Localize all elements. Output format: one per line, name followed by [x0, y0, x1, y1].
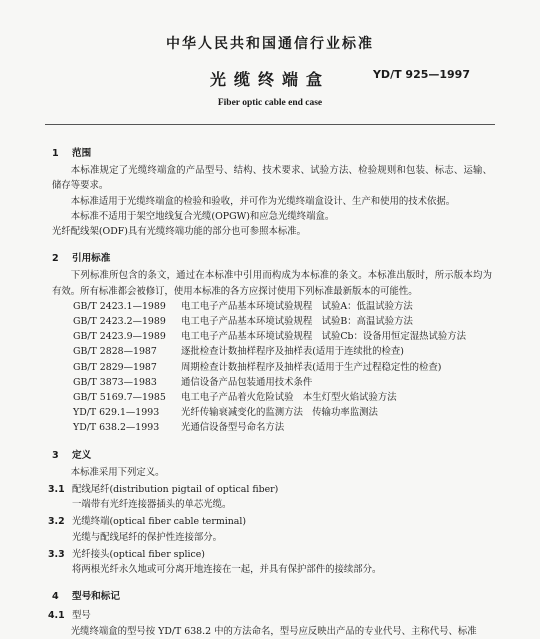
reference-code: GB/T 3873—1983 [73, 376, 157, 388]
reference-code: GB/T 2423.2—1989 [73, 316, 166, 328]
definition-term-text: 光纤接头(optical fiber splice) [72, 548, 205, 560]
section-title: 引用标准 [72, 253, 111, 265]
definition-number: 3.2 [48, 516, 65, 528]
reference-code: GB/T 2828—1987 [73, 346, 157, 358]
reference-item [52, 314, 492, 329]
section-title: 型号和标记 [72, 591, 120, 603]
section-3-heading [52, 448, 492, 463]
reference-item [52, 375, 492, 390]
definition-term-text: 光缆终端(optical fiber cable terminal) [72, 516, 246, 528]
reference-code: GB/T 5169.7—1985 [73, 392, 166, 404]
definition-body: 将两根光纤永久地或可分离开地连接在一起，并具有保护部件的接续部分。 [72, 564, 382, 576]
paragraph: 光纤配线架(ODF)具有光缆终端功能的部分也可参照本标准。 [52, 226, 307, 238]
reference-code: GB/T 2423.1—1989 [73, 300, 166, 312]
section-2-heading [52, 251, 492, 266]
subsection-number: 4.1 [48, 610, 65, 622]
definition-number: 3.3 [48, 548, 65, 560]
definition-term [48, 547, 492, 562]
reference-title: 电工电子产品基本环境试验规程 试验Cb：设备用恒定湿热试验方法 [181, 331, 467, 343]
definition-number: 3.1 [48, 484, 65, 496]
reference-code: YD/T 638.2—1993 [73, 422, 160, 434]
standard-organization: 中华人民共和国通信行业标准 [166, 36, 374, 52]
section-1-heading [52, 146, 492, 161]
reference-title: 电工电子产品基本环境试验规程 试验A：低温试验方法 [181, 300, 413, 312]
reference-item [52, 360, 492, 375]
title-row [0, 67, 540, 89]
subsection-heading [48, 608, 492, 623]
section-title: 范围 [72, 148, 92, 159]
reference-item [52, 390, 492, 405]
paragraph: 光缆终端盒的型号按 YD/T 638.2 中的方法命名，型号应反映出产品的专业代号、主称代号、标准 [70, 625, 477, 637]
paragraph: 下列标准所包含的条文，通过在本标准中引用而构成为本标准的条文。本标准出版时，所示版本均为有效。所有标准都会被修订，使用本标准的各方应探讨使用下列标准最新版本的可能性。 [52, 270, 492, 297]
reference-item [52, 420, 492, 435]
reference-title: 光纤传输衰减变化的监测方法 传输功率监测法 [181, 407, 378, 419]
reference-title: 逐批检查计数抽样程序及抽样表(适用于连续批的检查) [181, 346, 404, 358]
document-title-cn: 光缆终端盒 [209, 70, 330, 89]
definition-term [48, 514, 492, 529]
standard-code: YD/T 925—1997 [372, 68, 470, 81]
reference-title: 电工电子产品基本环境试验规程 试验B：高温试验方法 [181, 316, 413, 328]
header-divider [45, 124, 495, 125]
document-body [48, 146, 492, 639]
reference-title: 通信设备产品包装通用技术条件 [181, 376, 313, 388]
reference-code: YD/T 629.1—1993 [73, 407, 160, 419]
reference-title: 电工电子产品着火危险试验 本生灯型火焰试验方法 [181, 392, 397, 404]
reference-item [52, 329, 492, 344]
subsection-title: 型号 [72, 610, 91, 622]
section-number: 4 [52, 591, 59, 603]
definition-term [48, 482, 492, 497]
reference-title: 光通信设备型号命名方法 [181, 422, 285, 434]
section-number: 1 [52, 148, 59, 159]
reference-title: 周期检查计数抽样程序及抽样表(适用于生产过程稳定性的检查) [181, 361, 442, 373]
document-title-en: Fiber optic cable end case [217, 98, 323, 108]
reference-item [52, 299, 492, 314]
paragraph: 本标准采用下列定义。 [70, 466, 165, 478]
paragraph: 本标准规定了光缆终端盒的产品型号、结构、技术要求、试验方法、检验规则和包装、标志、运输、储存等要求。 [52, 165, 492, 192]
paragraph: 本标准不适用于架空地线复合光缆(OPGW)和应急光缆终端盒。 [70, 210, 335, 222]
paragraph: 本标准适用于光缆终端盒的检验和验收，并可作为光缆终端盒设计、生产和使用的技术依据。 [70, 195, 456, 207]
reference-code: GB/T 2829—1987 [73, 361, 157, 373]
definition-term-text: 配线尾纤(distribution pigtail of optical fiber) [72, 484, 279, 496]
section-number: 3 [52, 449, 59, 461]
reference-item [52, 405, 492, 420]
definition-body: 一端带有光纤连接器插头的单芯光缆。 [72, 499, 232, 511]
reference-code: GB/T 2423.9—1989 [73, 331, 166, 343]
section-4-heading [52, 589, 492, 604]
section-number: 2 [52, 253, 59, 265]
reference-item [52, 344, 492, 359]
section-title: 定义 [72, 449, 92, 461]
definition-body: 光缆与配线尾纤的保护性连接部分。 [72, 531, 223, 543]
